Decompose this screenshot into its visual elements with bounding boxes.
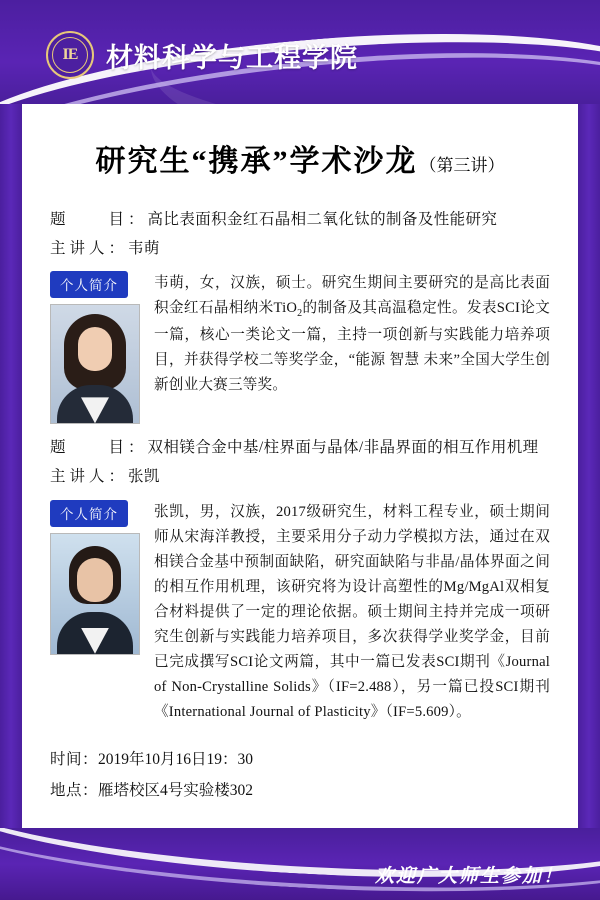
- event-time-label: 时间：: [50, 750, 99, 768]
- poster-header: [0, 0, 600, 104]
- talk-1-speaker-photo: [50, 304, 140, 424]
- talk-2-speaker-label: 主讲人：: [50, 468, 129, 486]
- talk-1-bio-text: [154, 271, 550, 397]
- right-border: [578, 0, 600, 900]
- event-time-line: [50, 744, 550, 775]
- talk-2-bio-row: [50, 500, 550, 726]
- college-logo-block: [46, 31, 358, 79]
- talk-1-speaker: 韦萌: [128, 239, 160, 257]
- talk-2-speaker: 张凯: [128, 468, 160, 486]
- talk-2: [50, 434, 550, 725]
- event-place-label: 地点：: [50, 781, 99, 799]
- talk-1-bio-tag: 个人简介: [50, 271, 128, 298]
- event-place-line: [50, 775, 550, 806]
- talk-1-bio-left: [50, 271, 154, 424]
- footer-welcome-text: 欢迎广大师生参加！: [374, 866, 564, 887]
- talk-2-bio-tag: 个人简介: [50, 500, 128, 527]
- photo-face: [78, 327, 112, 371]
- talk-1-topic-line: [50, 206, 550, 235]
- talk-2-speaker-photo: [50, 533, 140, 655]
- talk-1-bio-subscript: 2: [297, 308, 303, 320]
- poster-footer: [0, 828, 600, 900]
- talk-1-speaker-label: 主讲人：: [50, 239, 129, 257]
- talk-2-speaker-line: [50, 463, 550, 492]
- college-name: 材料科学与工程学院: [106, 42, 358, 73]
- event-place-value: 雁塔校区4号实验楼302: [98, 781, 254, 799]
- talk-1-bio-suffix: 的制备及其高温稳定性。发表SCI论文一篇，核心一类论文一篇，主持一项创新与实践能力培养项目，并获得学校二等奖学金，“能源 智慧 未来”全国大学生创新创业大赛三等奖。: [154, 300, 550, 393]
- talk-2-bio-text: 张凯，男，汉族，2017级研究生，材料工程专业，硕士期间师从宋海洋教授，主要采用分子动力学模拟方法，通过在双相镁合金基中预制面缺陷，研究面缺陷与非晶/晶体界面之间的相互作用机理，该研究将为设计高塑性的Mg/MgAl双相复合材料提供了一定的理论依据。硕士期间主持并完成一项研究生创新与实践能力培养项目，多次获得学业奖学金，目前已完成撰写SCI论文两篇，其中一篇已发表SCI期刊《Journal of Non-Crystalline Solids》（IF=2.488），另一篇已投SCI期刊《International Journal of Plasticity》（IF=5.609）。: [154, 503, 550, 721]
- college-seal-text: IE: [62, 46, 78, 63]
- talk-1-topic-label: 题 目：: [50, 211, 148, 228]
- event-info: [50, 744, 550, 806]
- page-title: 研究生“携承”学术沙龙: [95, 145, 418, 178]
- title-row: [50, 136, 550, 180]
- talk-2-topic-label: 题 目：: [50, 439, 148, 457]
- talk-1-bio-row: [50, 271, 550, 424]
- talk-2-topic: 双相镁合金中基/柱界面与晶体/非晶界面的相互作用机理: [147, 439, 539, 457]
- talk-1-bio-prefix: 韦萌，女，汉族，硕士。研究生期间主要研究的是高比表面积金红石晶相纳米TiO: [154, 275, 550, 317]
- talk-2-topic-line: [50, 434, 550, 463]
- event-time-value: 2019年10月16日19：30: [98, 750, 254, 768]
- talk-1-speaker-line: [50, 235, 550, 264]
- college-seal-icon: [46, 31, 94, 79]
- page-subtitle: （第三讲）: [419, 156, 505, 175]
- poster-content: [22, 104, 578, 828]
- left-border: [0, 0, 22, 900]
- talk-1: [50, 206, 550, 424]
- talk-2-bio-left: [50, 500, 154, 655]
- talk-1-topic: 高比表面积金红石晶相二氧化钛的制备及性能研究: [147, 211, 498, 228]
- photo-face: [77, 558, 113, 602]
